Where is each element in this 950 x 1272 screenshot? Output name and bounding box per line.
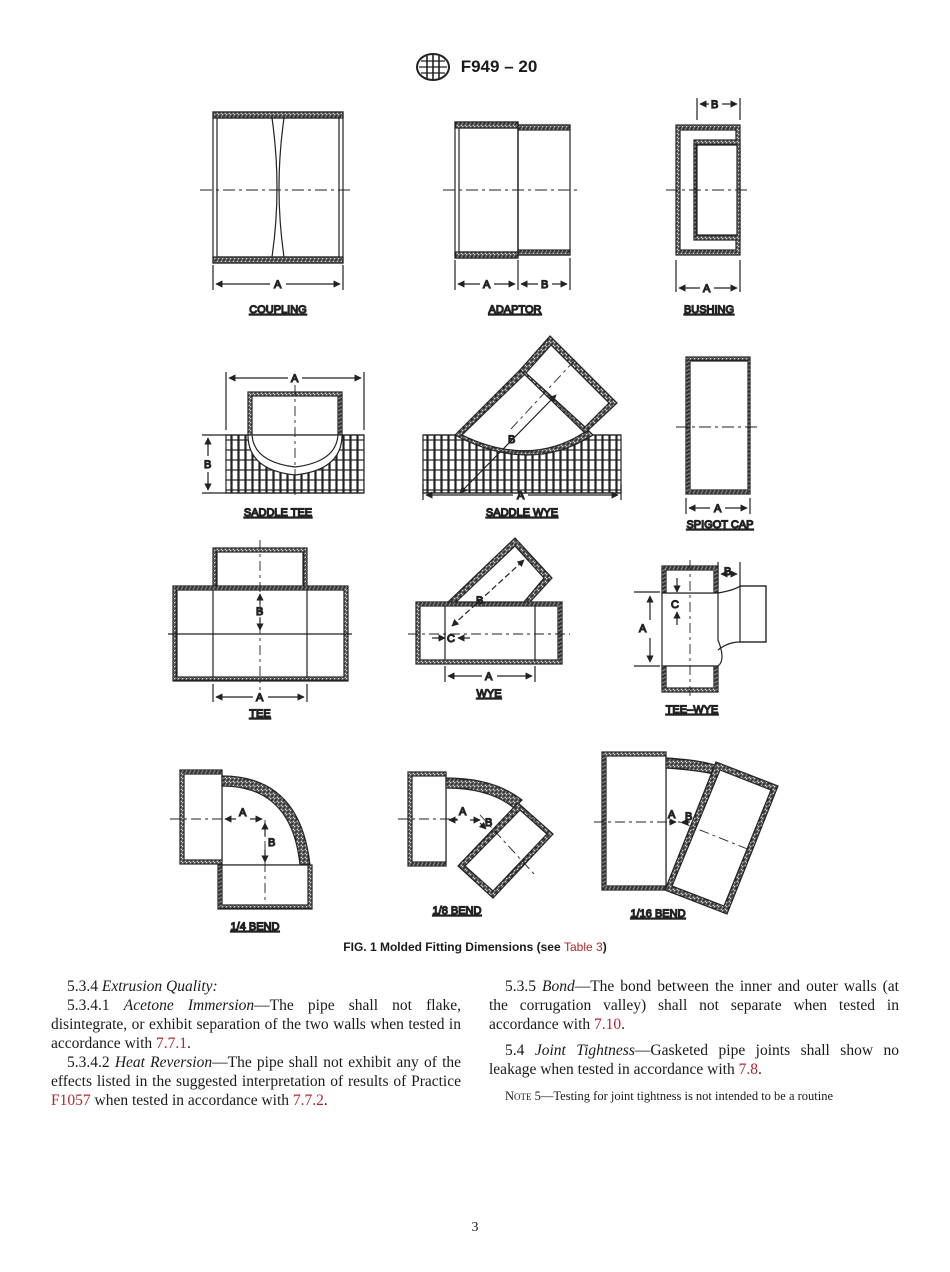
tee-drawing bbox=[168, 540, 352, 702]
tee-dim-b: B bbox=[256, 606, 264, 618]
spigot-cap-dim-a: A bbox=[714, 503, 722, 515]
table-3-link[interactable]: Table 3 bbox=[563, 940, 603, 954]
tee-wye-dim-a: A bbox=[639, 623, 647, 635]
eighth-bend-dim-a: A bbox=[459, 806, 467, 818]
quarter-bend-dim-b: B bbox=[268, 837, 276, 849]
document-designation: F949 – 20 bbox=[460, 57, 538, 76]
quarter-bend-dim-a: A bbox=[239, 807, 247, 819]
adaptor-drawing bbox=[443, 122, 580, 290]
tee-wye-dim-c: C bbox=[671, 599, 679, 611]
saddle-tee-dim-b: B bbox=[204, 459, 212, 471]
wye-dim-a: A bbox=[485, 671, 493, 683]
adaptor-dim-a: A bbox=[483, 279, 491, 291]
eighth-bend-dim-b: B bbox=[485, 817, 493, 829]
tee-wye-label: TEE–WYE bbox=[665, 704, 719, 716]
tee-wye-dim-b: B bbox=[724, 566, 732, 578]
ref-7-8-link[interactable]: 7.8 bbox=[738, 1061, 758, 1078]
sixteenth-bend-dim-b: B bbox=[685, 811, 693, 823]
bushing-dim-a: A bbox=[703, 283, 711, 295]
wye-dim-b: B bbox=[476, 595, 484, 607]
saddle-wye-drawing bbox=[423, 336, 621, 500]
ref-7-7-1-link[interactable]: 7.7.1 bbox=[156, 1035, 187, 1052]
page-number: 3 bbox=[471, 1220, 479, 1235]
saddle-wye-label: SADDLE WYE bbox=[485, 507, 559, 519]
wye-dim-c: C bbox=[447, 633, 455, 645]
saddle-wye-dim-b: B bbox=[508, 434, 516, 446]
paragraph-5-3-4-1: 5.3.4.1 Acetone Immersion—The pipe shall not flake, disintegrate, or exhibit separation of the two walls when tested in accordance with 7.7.1. bbox=[51, 997, 461, 1052]
saddle-tee-dim-a: A bbox=[291, 373, 299, 385]
coupling-dim-a: A bbox=[274, 279, 282, 291]
figure-caption-text: FIG. 1 Molded Fitting Dimensions (see bbox=[343, 940, 564, 954]
sixteenth-bend-dim-a: A bbox=[668, 809, 676, 821]
coupling-label: COUPLING bbox=[249, 304, 307, 316]
ref-f1057-link[interactable]: F1057 bbox=[51, 1092, 91, 1109]
spigot-cap-label: SPIGOT CAP bbox=[686, 519, 754, 531]
ref-7-10-link[interactable]: 7.10 bbox=[594, 1016, 622, 1033]
figure-caption-close: ) bbox=[602, 940, 607, 954]
figure-caption bbox=[0, 940, 950, 954]
adaptor-label: ADAPTOR bbox=[488, 304, 542, 316]
paragraph-5-3-4: 5.3.4 Extrusion Quality: bbox=[67, 978, 218, 995]
sixteenth-bend-drawing bbox=[594, 752, 778, 914]
tee-wye-drawing bbox=[634, 560, 766, 700]
wye-label: WYE bbox=[476, 688, 502, 700]
eighth-bend-drawing bbox=[398, 772, 553, 898]
left-column bbox=[51, 977, 461, 1110]
saddle-tee-drawing bbox=[202, 372, 364, 495]
sixteenth-bend-label: 1/16 BEND bbox=[630, 908, 686, 920]
paragraph-5-3-4-2: 5.3.4.2 Heat Reversion—The pipe shall not exhibit any of the effects listed in the suggested interpretation of results of Practice F1057 when tested in accordance with 7.7.2. bbox=[51, 1054, 462, 1109]
right-column bbox=[489, 977, 899, 1106]
ref-7-7-2-link[interactable]: 7.7.2 bbox=[292, 1092, 324, 1109]
bushing-drawing bbox=[666, 98, 750, 292]
saddle-wye-dim-a: A bbox=[517, 490, 525, 502]
saddle-tee-label: SADDLE TEE bbox=[243, 507, 313, 519]
wye-drawing bbox=[408, 538, 570, 682]
paragraph-5-3-5: 5.3.5 Bond—The bond between the inner and outer walls (at the corrugation valley) shall not separate when tested in accordance with 7.10. bbox=[489, 978, 899, 1033]
paragraph-5-4: 5.4 Joint Tightness—Gasketed pipe joints shall show no leakage when tested in accordance with 7.8. bbox=[489, 1042, 899, 1078]
adaptor-dim-b: B bbox=[541, 279, 549, 291]
note-5: Note 5—Testing for joint tightness is not intended to be a routine bbox=[505, 1089, 834, 1103]
quarter-bend-label: 1/4 BEND bbox=[230, 921, 280, 933]
spigot-cap-drawing bbox=[676, 357, 760, 514]
tee-label: TEE bbox=[249, 708, 271, 720]
tee-dim-a: A bbox=[256, 692, 264, 704]
quarter-bend-drawing bbox=[170, 770, 312, 909]
coupling-drawing bbox=[200, 112, 350, 290]
eighth-bend-label: 1/8 BEND bbox=[432, 905, 482, 917]
bushing-dim-b: B bbox=[711, 99, 719, 111]
bushing-label: BUSHING bbox=[683, 304, 735, 316]
